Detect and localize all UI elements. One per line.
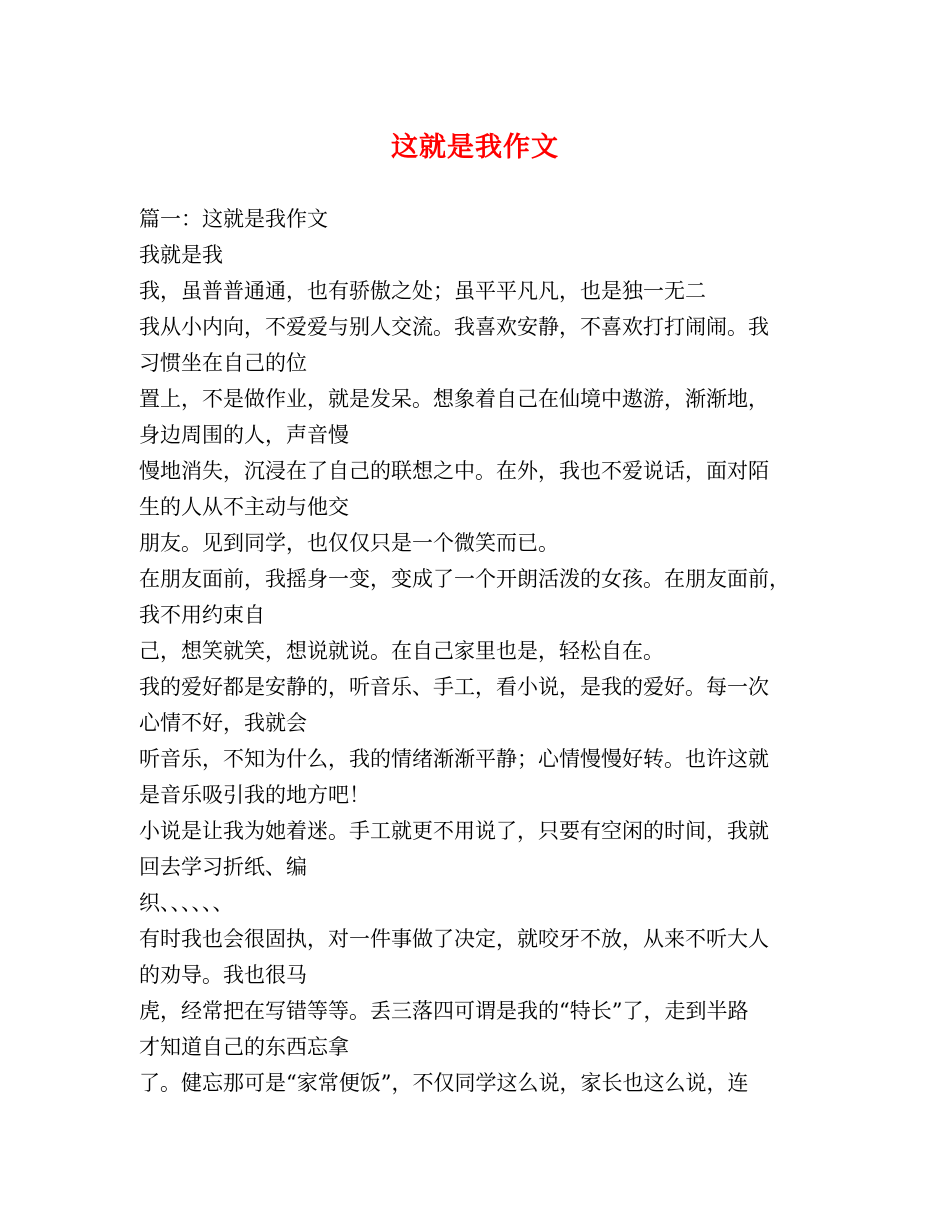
text-line: 小说是让我为她着迷。手工就更不用说了，只要有空闲的时间，我就 — [139, 819, 769, 843]
text-line: 有时我也会很固执，对一件事做了决定，就咬牙不放，从来不听大人 — [139, 927, 769, 951]
text-line: 朋友。见到同学，也仅仅只是一个微笑而已。 — [139, 531, 559, 555]
text-line: 了。健忘那可是“家常便饭”，不仅同学这么说，家长也这么说，连 — [139, 1071, 749, 1095]
text-line: 虎，经常把在写错等等。丢三落四可谓是我的“特长”了，走到半路 — [139, 999, 749, 1023]
text-line: 篇一：这就是我作文 — [139, 207, 328, 231]
text-line: 我的爱好都是安静的，听音乐、手工，看小说，是我的爱好。每一次 — [139, 675, 769, 699]
text-line: 是音乐吸引我的地方吧！ — [139, 783, 370, 807]
text-line: 在朋友面前，我摇身一变，变成了一个开朗活泼的女孩。在朋友面前， — [139, 567, 790, 591]
text-line: 的劝导。我也很马 — [139, 963, 307, 987]
text-line: 置上，不是做作业，就是发呆。想象着自己在仙境中遨游，渐渐地， — [139, 387, 769, 411]
text-line: 慢地消失，沉浸在了自己的联想之中。在外，我也不爱说话，面对陌 — [139, 459, 769, 483]
text-line: 习惯坐在自己的位 — [139, 351, 307, 375]
text-line: 生的人从不主动与他交 — [139, 495, 349, 519]
text-line: 身边周围的人，声音慢 — [139, 423, 349, 447]
text-line: 织、、、、、、 — [139, 891, 234, 915]
text-line: 我就是我 — [139, 243, 223, 267]
document-title: 这就是我作文 — [391, 132, 559, 163]
text-line: 我从小内向，不爱爱与别人交流。我喜欢安静，不喜欢打打闹闹。我 — [139, 315, 769, 339]
text-line: 才知道自己的东西忘拿 — [139, 1035, 349, 1059]
text-line: 听音乐，不知为什么，我的情绪渐渐平静；心情慢慢好转。也许这就 — [139, 747, 769, 771]
text-line: 己，想笑就笑，想说就说。在自己家里也是，轻松自在。 — [139, 639, 664, 663]
text-line: 我，虽普普通通，也有骄傲之处；虽平平凡凡，也是独一无二 — [139, 279, 706, 303]
text-line: 心情不好，我就会 — [139, 711, 307, 735]
text-line: 回去学习折纸、编 — [139, 855, 307, 879]
document-body — [139, 201, 829, 1101]
text-line: 我不用约束自 — [139, 603, 265, 627]
